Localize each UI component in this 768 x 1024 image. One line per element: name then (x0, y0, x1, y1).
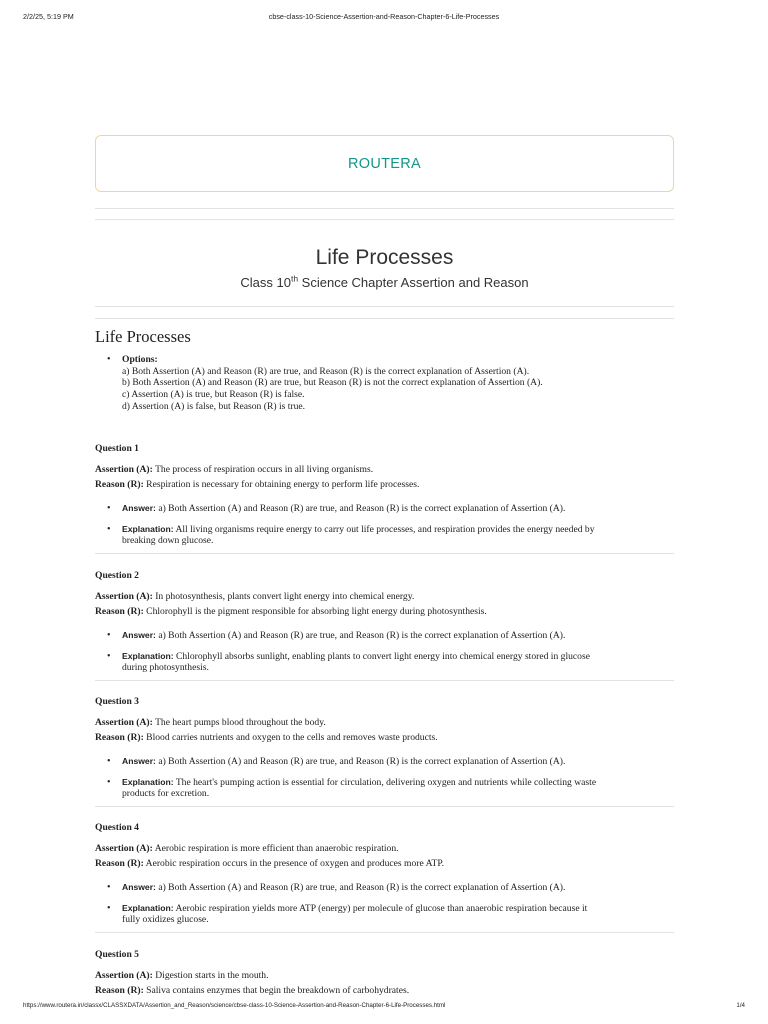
page-heading (95, 243, 674, 292)
assertion-text: Digestion starts in the mouth. (155, 970, 269, 981)
brand-logo-text[interactable]: ROUTERA (348, 155, 421, 172)
question-divider (95, 806, 674, 807)
reason-label: Reason (R): (95, 732, 144, 743)
options-item (95, 354, 674, 413)
assertion-text: The process of respiration occurs in all living organisms. (155, 464, 374, 475)
print-datetime: 2/2/25, 5:19 PM (23, 12, 74, 21)
question-title: Question 3 (95, 696, 139, 707)
print-doc-title: cbse-class-10-Science-Assertion-and-Reason-Chapter-6-Life-Processes (268, 12, 500, 21)
explanation-label: Explanation: (122, 523, 174, 534)
assertion-text: Aerobic respiration is more efficient than anaerobic respiration. (154, 843, 399, 854)
assertion-line (95, 464, 674, 476)
answer-text: a) Both Assertion (A) and Reason (R) are true, and Reason (R) is the correct explanation of Assertion (A). (158, 630, 566, 641)
page-subtitle (95, 274, 674, 292)
divider (95, 219, 674, 220)
option-c: c) Assertion (A) is true, but Reason (R) is false. (122, 389, 305, 401)
answer-text: a) Both Assertion (A) and Reason (R) are true, and Reason (R) is the correct explanation of Assertion (A). (158, 503, 566, 514)
answer-label: Answer: (122, 882, 156, 892)
brand-banner (95, 135, 674, 192)
reason-text: Chlorophyll is the pigment responsible for absorbing light energy during photosynthesis. (146, 606, 487, 617)
reason-text: Respiration is necessary for obtaining energy to perform life processes. (146, 479, 420, 490)
explanation-item (95, 651, 674, 674)
assertion-line (95, 970, 674, 982)
explanation-text-line2: breaking down glucose. (122, 535, 214, 547)
reason-label: Reason (R): (95, 479, 144, 490)
reason-line (95, 606, 674, 618)
reason-text: Aerobic respiration occurs in the presence of oxygen and produces more ATP. (145, 858, 445, 869)
section-title: Life Processes (95, 327, 191, 346)
question-block (95, 570, 674, 681)
question-title: Question 5 (95, 949, 139, 960)
reason-line (95, 479, 674, 491)
print-footer (23, 1002, 745, 1014)
reason-label: Reason (R): (95, 606, 144, 617)
question-block (95, 822, 674, 933)
explanation-item (95, 524, 674, 547)
print-header (23, 12, 745, 24)
explanation-text-line1: Aerobic respiration yields more ATP (energy) per molecule of glucose than anaerobic respiration because it (175, 902, 588, 914)
options-label: • Options: (122, 354, 158, 365)
assertion-label: Assertion (A): (95, 464, 153, 475)
question-block (95, 696, 674, 807)
assertion-label: Assertion (A): (95, 843, 153, 854)
subtitle-rest: Science Chapter Assertion and Reason (298, 275, 529, 290)
assertion-text: In photosynthesis, plants convert light energy into chemical energy. (155, 591, 415, 602)
explanation-item (95, 777, 674, 800)
explanation-item (95, 903, 674, 926)
answer-item (95, 503, 674, 515)
answer-text: a) Both Assertion (A) and Reason (R) are true, and Reason (R) is the correct explanation of Assertion (A). (158, 882, 566, 893)
assertion-line (95, 843, 674, 855)
explanation-text-line1: The heart's pumping action is essential for circulation, delivering oxygen and nutrients while collecting waste (175, 776, 597, 788)
question-block (95, 949, 674, 997)
answer-label: Answer: (122, 630, 156, 640)
explanation-text-line2: during photosynthesis. (122, 662, 209, 674)
assertion-line (95, 717, 674, 729)
reason-line (95, 858, 674, 870)
subtitle-superscript: th (290, 273, 299, 284)
answer-label: Answer: (122, 503, 156, 513)
question-divider (95, 680, 674, 681)
assertion-line (95, 591, 674, 603)
assertion-label: Assertion (A): (95, 717, 153, 728)
divider (95, 306, 674, 307)
explanation-text-line2: fully oxidizes glucose. (122, 914, 209, 926)
option-a: a) Both Assertion (A) and Reason (R) are true, and Reason (R) is the correct explanation of Assertion (A). (122, 365, 530, 377)
reason-text: Blood carries nutrients and oxygen to the cells and removes waste products. (146, 732, 438, 743)
explanation-label: Explanation: (122, 650, 174, 661)
question-block (95, 443, 674, 554)
question-title: Question 2 (95, 570, 139, 581)
answer-item (95, 882, 674, 894)
assertion-text: The heart pumps blood throughout the body. (155, 717, 326, 728)
question-title: Question 1 (95, 443, 139, 454)
answer-item (95, 630, 674, 642)
reason-label: Reason (R): (95, 985, 144, 996)
question-title: Question 4 (95, 822, 139, 833)
divider (95, 208, 674, 209)
question-divider (95, 932, 674, 933)
reason-text: Saliva contains enzymes that begin the breakdown of carbohydrates. (146, 985, 410, 996)
explanation-text-line1: All living organisms require energy to carry out life processes, and respiration provides the energy needed by (175, 523, 595, 535)
page-title: Life Processes (315, 246, 454, 269)
answer-item (95, 756, 674, 768)
print-page-number: 1/4 (736, 1002, 745, 1009)
options-list (95, 354, 674, 413)
print-url[interactable]: https://www.routera.in/classx/CLASSXDATA/Assertion_and_Reason/science/cbse-class-10-Science-Assertion-and-Reason-Chapter-6-Life-Processes.html (23, 1002, 446, 1009)
answer-text: a) Both Assertion (A) and Reason (R) are true, and Reason (R) is the correct explanation of Assertion (A). (158, 756, 566, 767)
question-divider (95, 553, 674, 554)
assertion-label: Assertion (A): (95, 970, 153, 981)
reason-line (95, 732, 674, 744)
reason-label: Reason (R): (95, 858, 144, 869)
subtitle-class: Class 10 (240, 275, 291, 290)
option-d: d) Assertion (A) is false, but Reason (R) is true. (122, 400, 306, 412)
explanation-label: Explanation: (122, 776, 174, 787)
option-b: b) Both Assertion (A) and Reason (R) are true, but Reason (R) is not the correct explanation of Assertion (A). (122, 377, 543, 389)
explanation-text-line1: Chlorophyll absorbs sunlight, enabling plants to convert light energy into chemical energy stored in glucose (175, 650, 590, 662)
explanation-label: Explanation: (122, 902, 174, 913)
assertion-label: Assertion (A): (95, 591, 153, 602)
explanation-text-line2: products for excretion. (122, 788, 210, 800)
answer-label: Answer: (122, 756, 156, 766)
reason-line (95, 985, 674, 997)
divider (95, 318, 674, 319)
